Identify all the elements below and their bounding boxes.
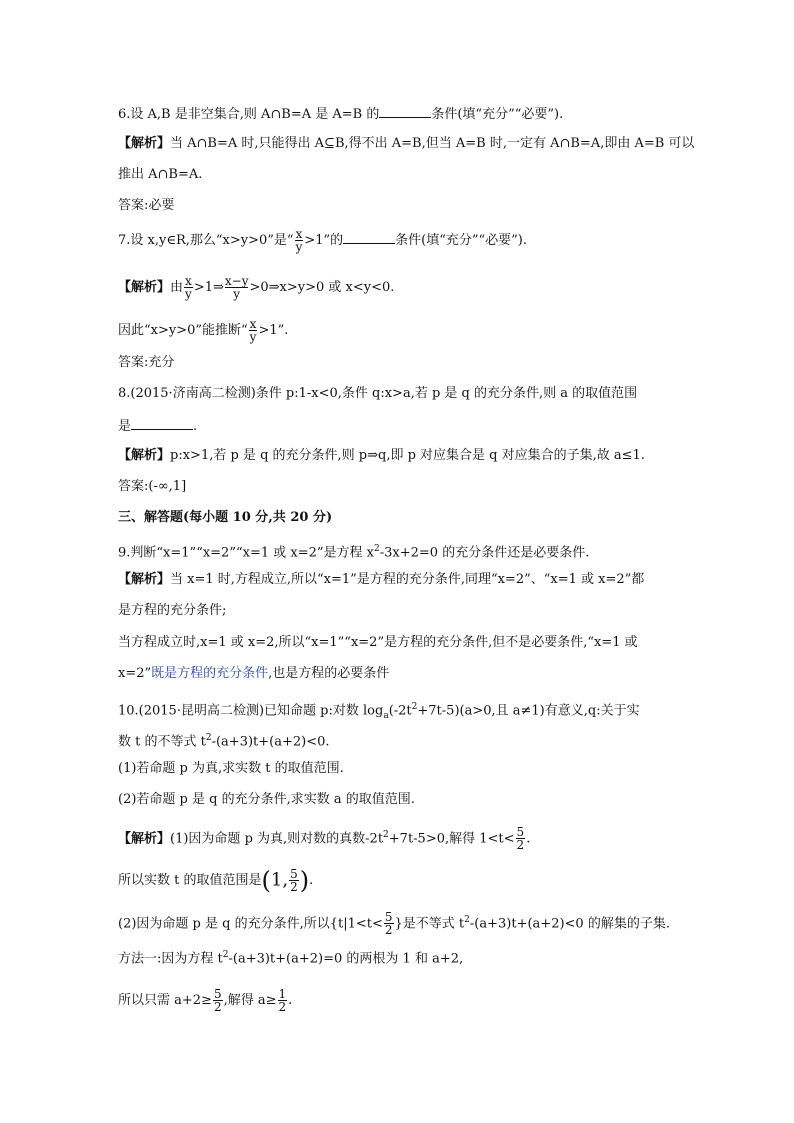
fraction-x-over-y: $\frac{x}{y}$ (295, 227, 303, 254)
q6-question: 6.设 A,B 是非空集合,则 A∩B=A 是 A=B 的 条件(填“充分”“必要”). (118, 104, 563, 124)
section-heading: 三、解答题(每小题 10 分,共 20 分) (118, 510, 333, 525)
q10-question-cont: 数 t 的不等式 $t^2-(a+3)t+(a+2)<0$. (118, 733, 330, 750)
q10-analysis-1: 【解析】(1)因为命题 p 为真,则对数的真数$-2t^2+7t-5>0$,解得 1<t< $\frac{5}{2}$ . (118, 825, 531, 853)
q9-question: 9.判断“x=1”“x=2”“x=1 或 x=2”是方程 $x^2-3x+2=0$ 的充分条件还是必要条件. (118, 544, 590, 561)
q9-analysis-cont: 是方程的充分条件; (118, 603, 227, 618)
q8-analysis: 【解析】p:x>1,若 p 是 q 的充分条件,则 p⇒q,即 p 对应集合是 q 对应集合的子集,故 a≤1. (118, 448, 645, 463)
q9-analysis: 【解析】当 x=1 时,方程成立,所以“x=1”是方程的充分条件,同理“x=2”、“x=1 或 x=2”都 (118, 572, 645, 587)
q6-analysis-cont: 推出 A∩B=A. (118, 167, 203, 182)
analysis-tag: 【解析】 (118, 136, 171, 151)
fraction-x-over-y: $\frac{x}{y}$ (185, 274, 192, 301)
fraction-1-over-2: $\frac{1}{2}$ (278, 987, 287, 1014)
fraction-x-over-y: $\frac{x}{y}$ (249, 317, 257, 344)
q6-answer: 答案:必要 (118, 198, 175, 213)
q7-question: 7.设 x,y∈R,那么“x>y>0”是“ $\frac{x}{y}$ >1”的 条件(填“充分”“必要”). (118, 227, 528, 254)
q10-question: 10.(2015·昆明高二检测)已知命题 p:对数 $\log_a(-2t^2+7t-5)(a>0$,且 a≠1)有意义,q:关于实 (118, 702, 640, 721)
q10-method1: 方法一:因为方程 $t^2-(a+3)t+(a+2)=0$ 的两根为 1 和 a+2, (118, 950, 464, 967)
q7-answer: 答案:充分 (118, 355, 175, 370)
analysis-tag: 【解析】 (118, 572, 171, 587)
q10-sub2: (2)若命题 p 是 q 的充分条件,求实数 a 的取值范围. (118, 792, 415, 807)
q7-analysis: 【解析】由 $\frac{x}{y}$ >1⇒ $\frac{x-y}{y}$ >0⇒x>y>0 或 x<y<0. (118, 274, 395, 301)
q10-analysis-2: 所以实数 t 的取值范围是(1, $\frac{5}{2}$ ). (118, 866, 314, 895)
fraction-5-over-2: $\frac{5}{2}$ (213, 987, 222, 1014)
q6-analysis: 【解析】当 A∩B=A 时,只能得出 A⊆B,得不出 A=B,但当 A=B 时,一定有 A∩B=A,即由 A=B 可以 (118, 136, 695, 151)
q8-question-cont: 是 . (118, 416, 197, 436)
answer-blank (131, 416, 193, 430)
answer-blank (343, 230, 395, 244)
fraction-5-over-2: $\frac{5}{2}$ (516, 825, 525, 853)
q8-question: 8.(2015·济南高二检测)条件 p:1-x<0,条件 q:x>a,若 p 是 q 的充分条件,则 a 的取值范围 (118, 386, 638, 401)
q9-analysis-cont3: x=2”既是方程的充分条件,也是方程的必要条件 (118, 666, 390, 681)
q7-conclusion: 因此“x>y>0”能推断“ $\frac{x}{y}$ >1”. (118, 317, 289, 344)
q9-analysis-cont2: 当方程成立时,x=1 或 x=2,所以“x=1”“x=2”是方程的充分条件,但不是必要条件,“x=1 或 (118, 635, 638, 650)
q10-method1-conclusion: 所以只需 a+2≥ $\frac{5}{2}$ ,解得 a≥ $\frac{1}{2}$ . (118, 987, 293, 1014)
fraction-5-over-2: $\frac{5}{2}$ (290, 867, 298, 894)
q8-answer: 答案:(-∞,1] (118, 479, 187, 494)
analysis-tag: 【解析】 (118, 448, 171, 463)
analysis-tag: 【解析】 (118, 831, 171, 847)
fraction-xy-over-y: $\frac{x-y}{y}$ (224, 274, 249, 301)
fraction-5-over-2: $\frac{5}{2}$ (384, 910, 393, 938)
answer-blank (379, 104, 431, 118)
q10-analysis-3: (2)因为命题 p 是 q 的充分条件,所以{t|1<t< $\frac{5}{2}$ }是不等式 $t^2-(a+3)t+(a+2)<0$ 的解集的子集. (118, 910, 670, 938)
q10-sub1: (1)若命题 p 为真,求实数 t 的取值范围. (118, 761, 344, 776)
analysis-tag: 【解析】 (118, 280, 171, 295)
